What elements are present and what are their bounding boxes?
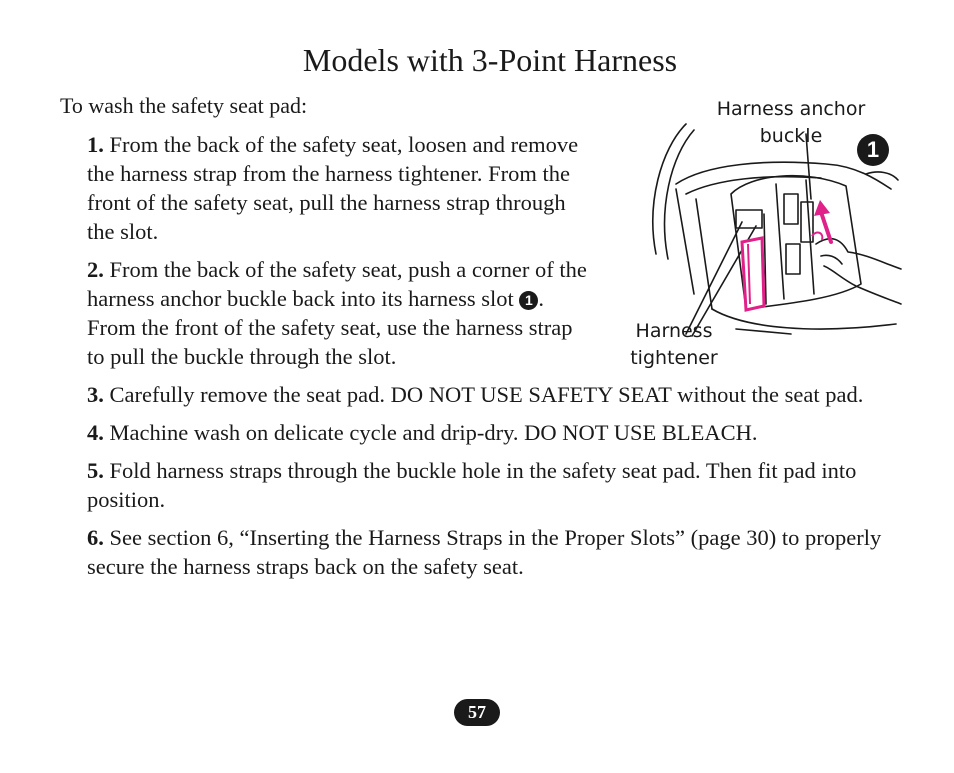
step-text: From the back of the safety seat, push a corner of the harness anchor buckle back into its harness slot: [87, 257, 587, 311]
page-title: Models with 3-Point Harness: [302, 42, 678, 78]
step-number: 4.: [87, 420, 104, 445]
label-harness-tightener: Harness tightener: [630, 320, 718, 369]
step-number: 5.: [87, 458, 104, 483]
step-text: Fold harness straps through the buckle hole in the safety seat pad. Then fit pad into position.: [87, 458, 857, 512]
step-2: [87, 255, 592, 371]
step-number: 3.: [87, 382, 104, 407]
step-number: 6.: [87, 525, 104, 550]
step-text: Carefully remove the seat pad. DO NOT USE SAFETY SEAT without the seat pad.: [109, 382, 864, 407]
step-number: 2.: [87, 257, 104, 282]
step-text: . From the front of the safety seat, use the harness strap to pull the buckle through the slot.: [87, 286, 573, 369]
step-5: [87, 456, 897, 514]
harness-illustration: [616, 94, 906, 379]
label-harness-anchor-buckle: Harness anchor buckle: [716, 98, 866, 147]
step-4: [87, 418, 897, 447]
step-3: [87, 380, 897, 409]
marker-1-icon: 1: [857, 134, 889, 166]
page-number-badge: 57: [454, 699, 500, 726]
intro-text: To wash the safety seat pad:: [60, 93, 308, 118]
step-number: 1.: [87, 132, 104, 157]
circled-number-1-icon: 1: [519, 291, 538, 310]
step-text: From the back of the safety seat, loosen and remove the harness strap from the harness tightener. From the front of the safety seat, pull the harness strap through the slot.: [87, 132, 579, 244]
step-text: See section 6, “Inserting the Harness Straps in the Proper Slots” (page 30) to properly secure the harness straps back on the safety seat.: [87, 525, 882, 579]
step-6: [87, 523, 897, 581]
step-text: Machine wash on delicate cycle and drip-dry. DO NOT USE BLEACH.: [109, 420, 758, 445]
step-1: [87, 130, 592, 246]
